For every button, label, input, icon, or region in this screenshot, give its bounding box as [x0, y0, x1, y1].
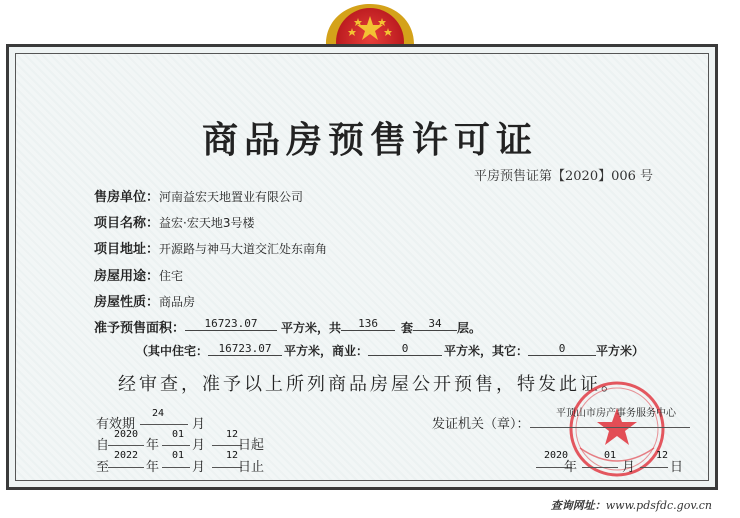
issue-nian: 年 [564, 460, 578, 475]
issuer-name: 平顶山市房产事务服务中心 [556, 408, 676, 419]
permit-number: 平房预售证第【2020】006 号 [474, 169, 654, 184]
from-yue: 月 [192, 438, 206, 453]
validity-month-unit: 月 [192, 417, 206, 432]
breakdown-close: 平方米） [596, 344, 645, 358]
from-month-line [162, 445, 190, 446]
issuer-label: 发证机关（章）： [432, 417, 530, 432]
use-label: 房屋用途： [94, 269, 160, 284]
to-month: 01 [172, 450, 185, 461]
address-row [94, 238, 327, 257]
issue-month: 01 [604, 450, 617, 461]
from-nian: 年 [146, 438, 160, 453]
validity-months: 24 [152, 408, 165, 419]
units-label: 套 [401, 321, 414, 335]
area-breakdown-row [136, 342, 644, 359]
issue-year: 2020 [544, 450, 569, 461]
floors-count: 34 [413, 317, 457, 331]
address-value: 开源路与神马大道交汇处东南角 [159, 242, 328, 256]
issue-month-line [582, 467, 618, 468]
project-value: 益宏·宏天地3号楼 [159, 216, 255, 230]
use-value: 住宅 [159, 269, 184, 283]
from-day: 12 [226, 429, 239, 440]
issue-day: 12 [656, 450, 669, 461]
to-zhi: 日止 [238, 460, 265, 475]
query-url[interactable]: www.pdsfdc.gov.cn [605, 499, 712, 512]
query-url-label: 查询网址： [550, 499, 606, 512]
to-label: 至 [96, 460, 110, 475]
to-yue: 月 [192, 460, 206, 475]
breakdown-unit-2: 平方米，其它： [444, 344, 529, 358]
issue-ri: 日 [670, 460, 684, 475]
validity-label: 有效期 [96, 417, 136, 432]
validity-months-line [140, 424, 188, 425]
nature-row [94, 291, 195, 310]
nature-label: 房屋性质： [94, 295, 160, 310]
issue-yue: 月 [622, 460, 636, 475]
nature-value: 商品房 [159, 295, 196, 309]
approval-statement: 经审查，准予以上所列商品房屋公开预售，特发此证。 [118, 374, 622, 395]
floors-label: 层。 [457, 321, 482, 335]
seller-row [94, 186, 303, 205]
from-qi: 日起 [238, 438, 265, 453]
area-unit: 平方米，共 [281, 321, 342, 335]
project-row [94, 212, 254, 231]
certificate-title: 商品房预售许可证 [201, 120, 538, 161]
to-nian: 年 [146, 460, 160, 475]
from-label: 自 [96, 438, 110, 453]
from-month: 01 [172, 429, 185, 440]
from-year-line [108, 445, 144, 446]
seller-label: 售房单位： [94, 190, 160, 205]
area-row [94, 317, 481, 336]
address-label: 项目地址： [94, 242, 160, 257]
commercial-area: 0 [368, 342, 442, 356]
other-area: 0 [528, 342, 596, 356]
from-year: 2020 [114, 429, 139, 440]
query-url-footer [551, 497, 712, 513]
use-row [94, 265, 183, 284]
seller-value: 河南益宏天地置业有限公司 [159, 190, 304, 204]
to-year-line [108, 467, 144, 468]
to-day: 12 [226, 450, 239, 461]
units-count: 136 [341, 317, 395, 331]
to-month-line [162, 467, 190, 468]
issue-day-line [640, 467, 668, 468]
project-label: 项目名称： [94, 216, 160, 231]
issuer-line [530, 427, 690, 428]
breakdown-open: （其中住宅： [136, 344, 209, 358]
area-value: 16723.07 [185, 317, 277, 331]
area-label: 准予预售面积： [94, 321, 186, 336]
to-year: 2022 [114, 450, 139, 461]
breakdown-unit-1: 平方米，商业： [284, 344, 369, 358]
residential-area: 16723.07 [208, 342, 282, 356]
